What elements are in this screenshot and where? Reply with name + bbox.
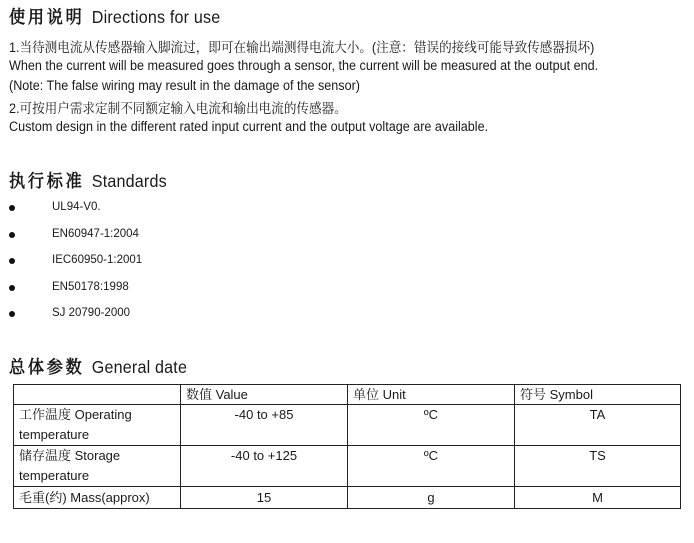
bullet-icon (9, 232, 15, 238)
value-cell: 15 (181, 487, 348, 509)
unit-cell: g (348, 487, 515, 509)
table-header-cell: 单位 Unit (348, 385, 515, 405)
directions-heading-cn: 使用说明 (9, 7, 85, 27)
direction-line-4: 2.可按用户需求定制不同额定输入电流和输出电流的传感器。 (9, 101, 347, 116)
unit-cell: ºC (348, 405, 515, 446)
table-row (14, 446, 681, 487)
general-heading (9, 354, 187, 379)
general-heading-en: General date (91, 357, 188, 377)
symbol-cell: TS (515, 446, 681, 487)
table-header-cell: 符号 Symbol (515, 385, 681, 405)
bullet-icon (9, 205, 15, 211)
general-heading-cn: 总体参数 (9, 357, 85, 377)
general-parameters-table (13, 384, 681, 509)
direction-line-5: Custom design in the different rated input current and the output voltage are available. (9, 119, 489, 134)
direction-line-2: When the current will be measured goes through a sensor, the current will be measured at the output end. (9, 58, 599, 73)
standard-item-5: SJ 20790-2000 (52, 307, 131, 319)
param-cell: 毛重(约) Mass(approx) (14, 487, 181, 509)
standards-heading-cn: 执行标准 (9, 171, 85, 191)
standard-item-4: EN50178:1998 (52, 281, 129, 293)
standards-heading-en: Standards (91, 171, 167, 191)
value-cell: -40 to +125 (181, 446, 348, 487)
symbol-cell: M (515, 487, 681, 509)
table-header-cell: 数值 Value (181, 385, 348, 405)
bullet-icon (9, 285, 15, 291)
standard-item-3: IEC60950-1:2001 (52, 254, 143, 266)
standards-heading (9, 168, 167, 193)
standard-item-1: UL94-V0. (52, 201, 101, 213)
table-row (14, 405, 681, 446)
value-cell: -40 to +85 (181, 405, 348, 446)
direction-line-3: (Note: The false wiring may result in the damage of the sensor) (9, 78, 360, 93)
param-cell: 工作温度 Operating temperature (14, 405, 181, 446)
table-header-cell (14, 385, 181, 405)
param-cell: 储存温度 Storage temperature (14, 446, 181, 487)
table-row (14, 487, 681, 509)
directions-heading-en: Directions for use (91, 7, 221, 27)
unit-cell: ºC (348, 446, 515, 487)
table-header-row (14, 385, 681, 405)
standard-item-2: EN60947-1:2004 (52, 228, 139, 240)
bullet-icon (9, 311, 15, 317)
symbol-cell: TA (515, 405, 681, 446)
direction-line-1: 1.当待测电流从传感器输入脚流过，即可在输出端测得电流大小。(注意：错误的接线可能导致传感器损坏) (9, 40, 595, 55)
bullet-icon (9, 258, 15, 264)
directions-heading (9, 4, 220, 29)
